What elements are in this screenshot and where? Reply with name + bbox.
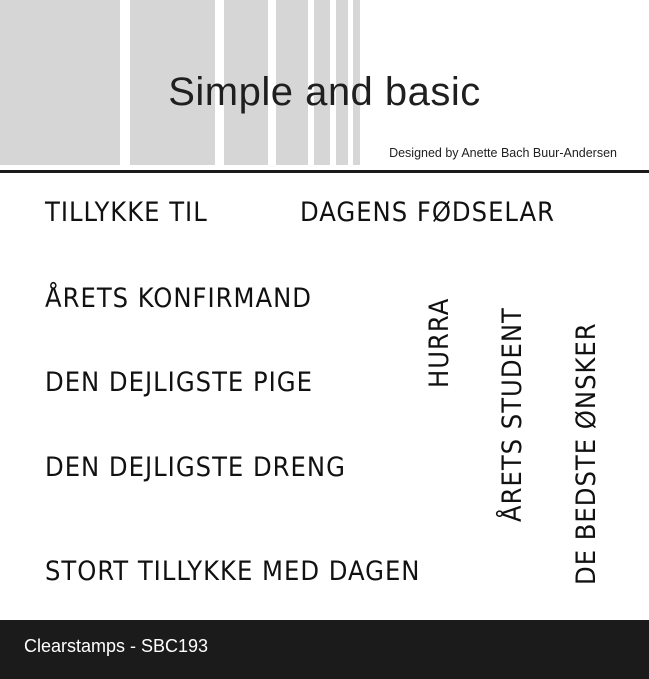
stamp-hurra: HURRA	[424, 297, 455, 388]
designer-credit: Designed by Anette Bach Buur-Andersen	[389, 146, 617, 160]
stamp-stort-tillykke: STORT TILLYKKE MED DAGEN	[45, 556, 421, 587]
stamp-den-dejligste-dreng: DEN DEJLIGSTE DRENG	[45, 452, 346, 483]
header-divider	[0, 170, 649, 173]
stamp-den-dejligste-pige: DEN DEJLIGSTE PIGE	[45, 367, 313, 398]
stamp-tillykke-til: TILLYKKE TIL	[45, 197, 208, 228]
stamp-dagens-fodselar: DAGENS FØDSELAR	[300, 197, 556, 228]
stamp-arets-konfirmand: ÅRETS KONFIRMAND	[45, 283, 312, 314]
footer-label: Clearstamps - SBC193	[24, 636, 209, 656]
product-title: Simple and basic	[168, 70, 481, 114]
stamp-de-bedste-onsker: DE BEDSTE ØNSKER	[571, 322, 602, 585]
stamp-arets-student: ÅRETS STUDENT	[497, 307, 528, 522]
